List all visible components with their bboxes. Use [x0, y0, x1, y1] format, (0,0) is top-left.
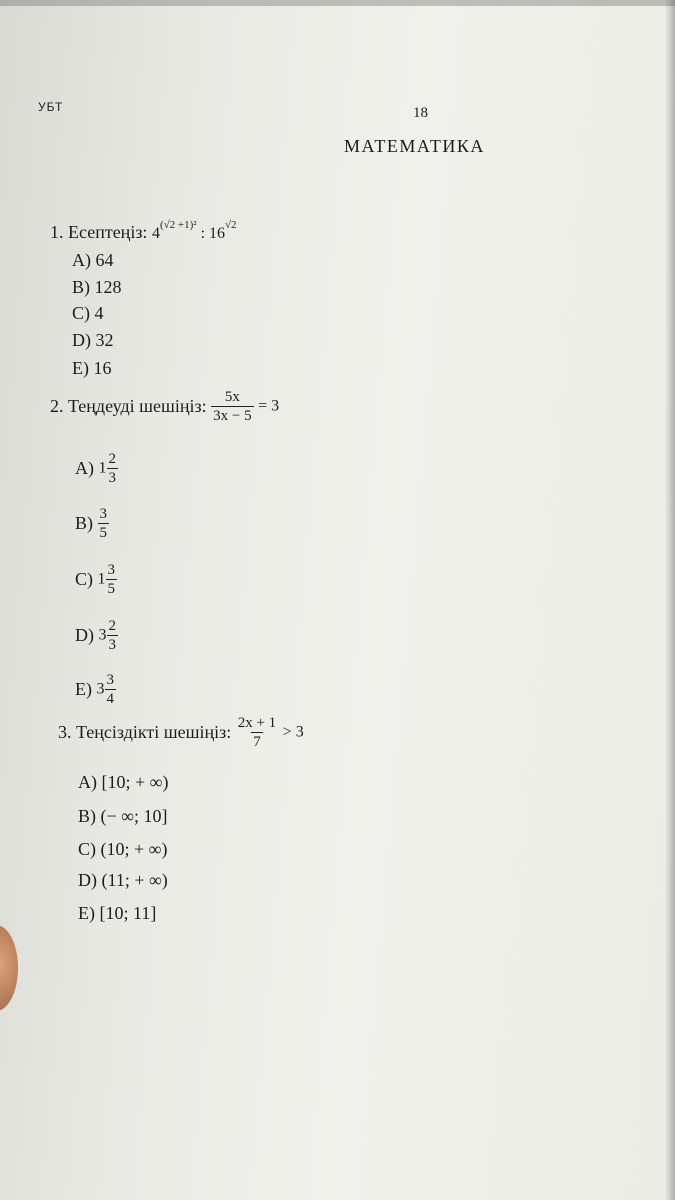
question-1	[50, 219, 237, 243]
q2-option-a: A) 1 $\frac{2}{3}$	[75, 451, 116, 486]
q2-option-c: C) 1 $\frac{3}{5}$	[75, 562, 115, 597]
question-1-label: 1. Есептеңіз:	[50, 222, 148, 242]
q1-option-e: E) 16	[72, 358, 112, 378]
q3-denominator: 7	[253, 734, 261, 750]
subject-title: МАТЕМАТИКА	[344, 136, 485, 156]
q2-option-e: E) 3 $\frac{3}{4}$	[75, 672, 114, 707]
question-3	[58, 714, 304, 751]
q2-denominator: 3x − 5	[213, 408, 252, 424]
q3-numerator: 2x + 1	[237, 715, 277, 731]
q1-base-1: 4	[151, 225, 160, 242]
header-code: УБТ	[38, 100, 64, 114]
q3-option-e: E) [10; 11]	[78, 903, 157, 923]
question-3-label: 3. Теңсіздікті шешіңіз:	[58, 722, 232, 742]
q3-fraction	[236, 714, 278, 751]
page-number: 18	[413, 105, 428, 121]
paper-top-shadow	[0, 0, 675, 6]
q3-option-c: C) (10; + ∞)	[78, 839, 168, 859]
q3-option-d: D) (11; + ∞)	[78, 870, 168, 890]
q1-option-a: A) 64	[72, 250, 114, 270]
q2-numerator: 5x	[224, 389, 240, 405]
q1-base-2: 16	[209, 225, 226, 242]
question-2-label: 2. Теңдеуді шешіңіз:	[50, 396, 207, 416]
q1-exponent-1: (√2 +1)²	[159, 219, 197, 231]
question-1-expression	[151, 219, 237, 242]
q1-option-d: D) 32	[72, 330, 114, 350]
q3-option-a: A) [10; + ∞)	[78, 772, 169, 792]
q3-rhs: > 3	[282, 723, 304, 741]
paper-right-edge	[665, 0, 675, 1200]
q2-option-b: B) $\frac{3}{5}$	[75, 506, 107, 541]
q2-rhs: = 3	[258, 397, 280, 415]
q2-fraction	[211, 388, 253, 425]
q1-exponent-2: √2	[225, 219, 237, 231]
q2-option-d: D) 3 $\frac{2}{3}$	[75, 618, 116, 653]
q1-option-c: C) 4	[72, 303, 104, 323]
q3-option-b: B) (− ∞; 10]	[78, 806, 168, 826]
q1-option-b: B) 128	[72, 277, 122, 297]
q1-colon: :	[200, 225, 206, 242]
question-2	[50, 388, 279, 425]
